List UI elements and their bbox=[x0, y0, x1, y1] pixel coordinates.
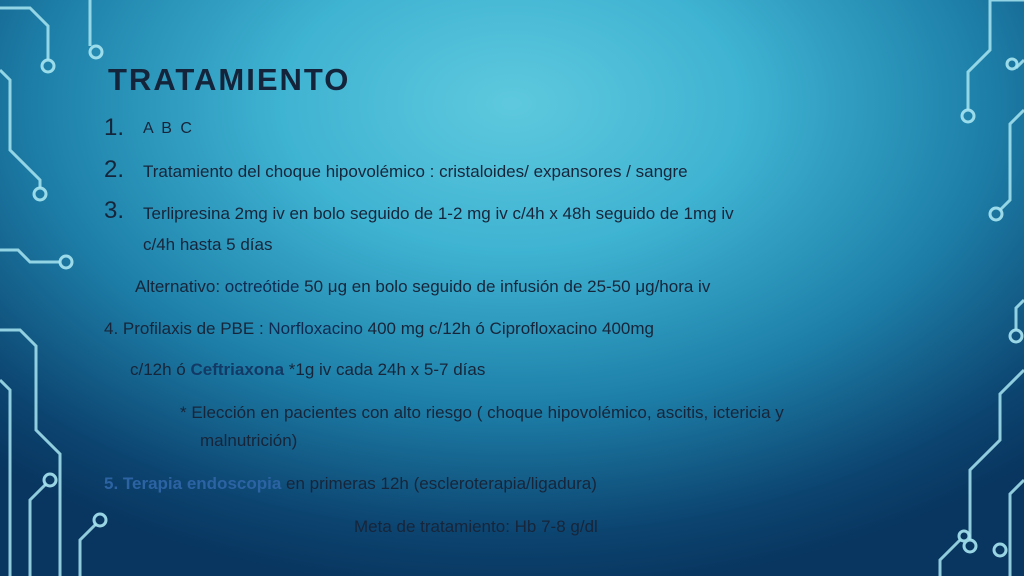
profilaxis-line2-prefix: c/12h ó bbox=[130, 360, 191, 379]
profilaxis-line1 bbox=[104, 318, 654, 340]
meta-text: Meta de tratamiento: Hb 7-8 g/dl bbox=[354, 517, 598, 536]
terapia-line bbox=[104, 473, 597, 495]
item-2-number: 2. bbox=[104, 156, 125, 183]
item-1-text: A B C bbox=[143, 120, 194, 137]
eleccion-line2: malnutrición) bbox=[200, 431, 298, 450]
alternativo-drug: octreótide bbox=[224, 277, 300, 296]
item-1-number: 1. bbox=[104, 114, 125, 141]
alternativo-line bbox=[135, 276, 710, 298]
item-3-text-line2: c/4h hasta 5 días bbox=[143, 235, 273, 254]
item-2-text: Tratamiento del choque hipovolémico : cristaloides/ expansores / sangre bbox=[143, 162, 688, 181]
terapia-highlight: 5. Terapia endoscopia bbox=[104, 474, 282, 493]
profilaxis-line2-rest: *1g iv cada 24h x 5-7 días bbox=[284, 360, 486, 379]
slide-title: TRATAMIENTO bbox=[108, 62, 351, 97]
profilaxis-prefix: 4. Profilaxis de PBE : bbox=[104, 319, 269, 338]
terapia-rest: en primeras 12h (escleroterapia/ligadura) bbox=[281, 474, 597, 493]
profilaxis-drug1: Norfloxacino bbox=[268, 319, 363, 338]
profilaxis-mid: 400 mg c/12h ó Ciprofloxacino 400mg bbox=[362, 319, 654, 338]
item-3-text-line1: Terlipresina 2mg iv en bolo seguido de 1-2 mg iv c/4h x 48h seguido de 1mg iv bbox=[143, 204, 734, 223]
eleccion-line1: * Elección en pacientes con alto riesgo ( choque hipovolémico, ascitis, ictericia y bbox=[180, 403, 784, 422]
item-3-number: 3. bbox=[104, 197, 125, 224]
alternativo-prefix: Alternativo: bbox=[135, 277, 225, 296]
profilaxis-drug2: Ceftriaxona bbox=[190, 360, 285, 379]
profilaxis-line2 bbox=[130, 359, 485, 381]
alternativo-rest: 50 μg en bolo seguido de infusión de 25-50 μg/hora iv bbox=[299, 277, 711, 296]
